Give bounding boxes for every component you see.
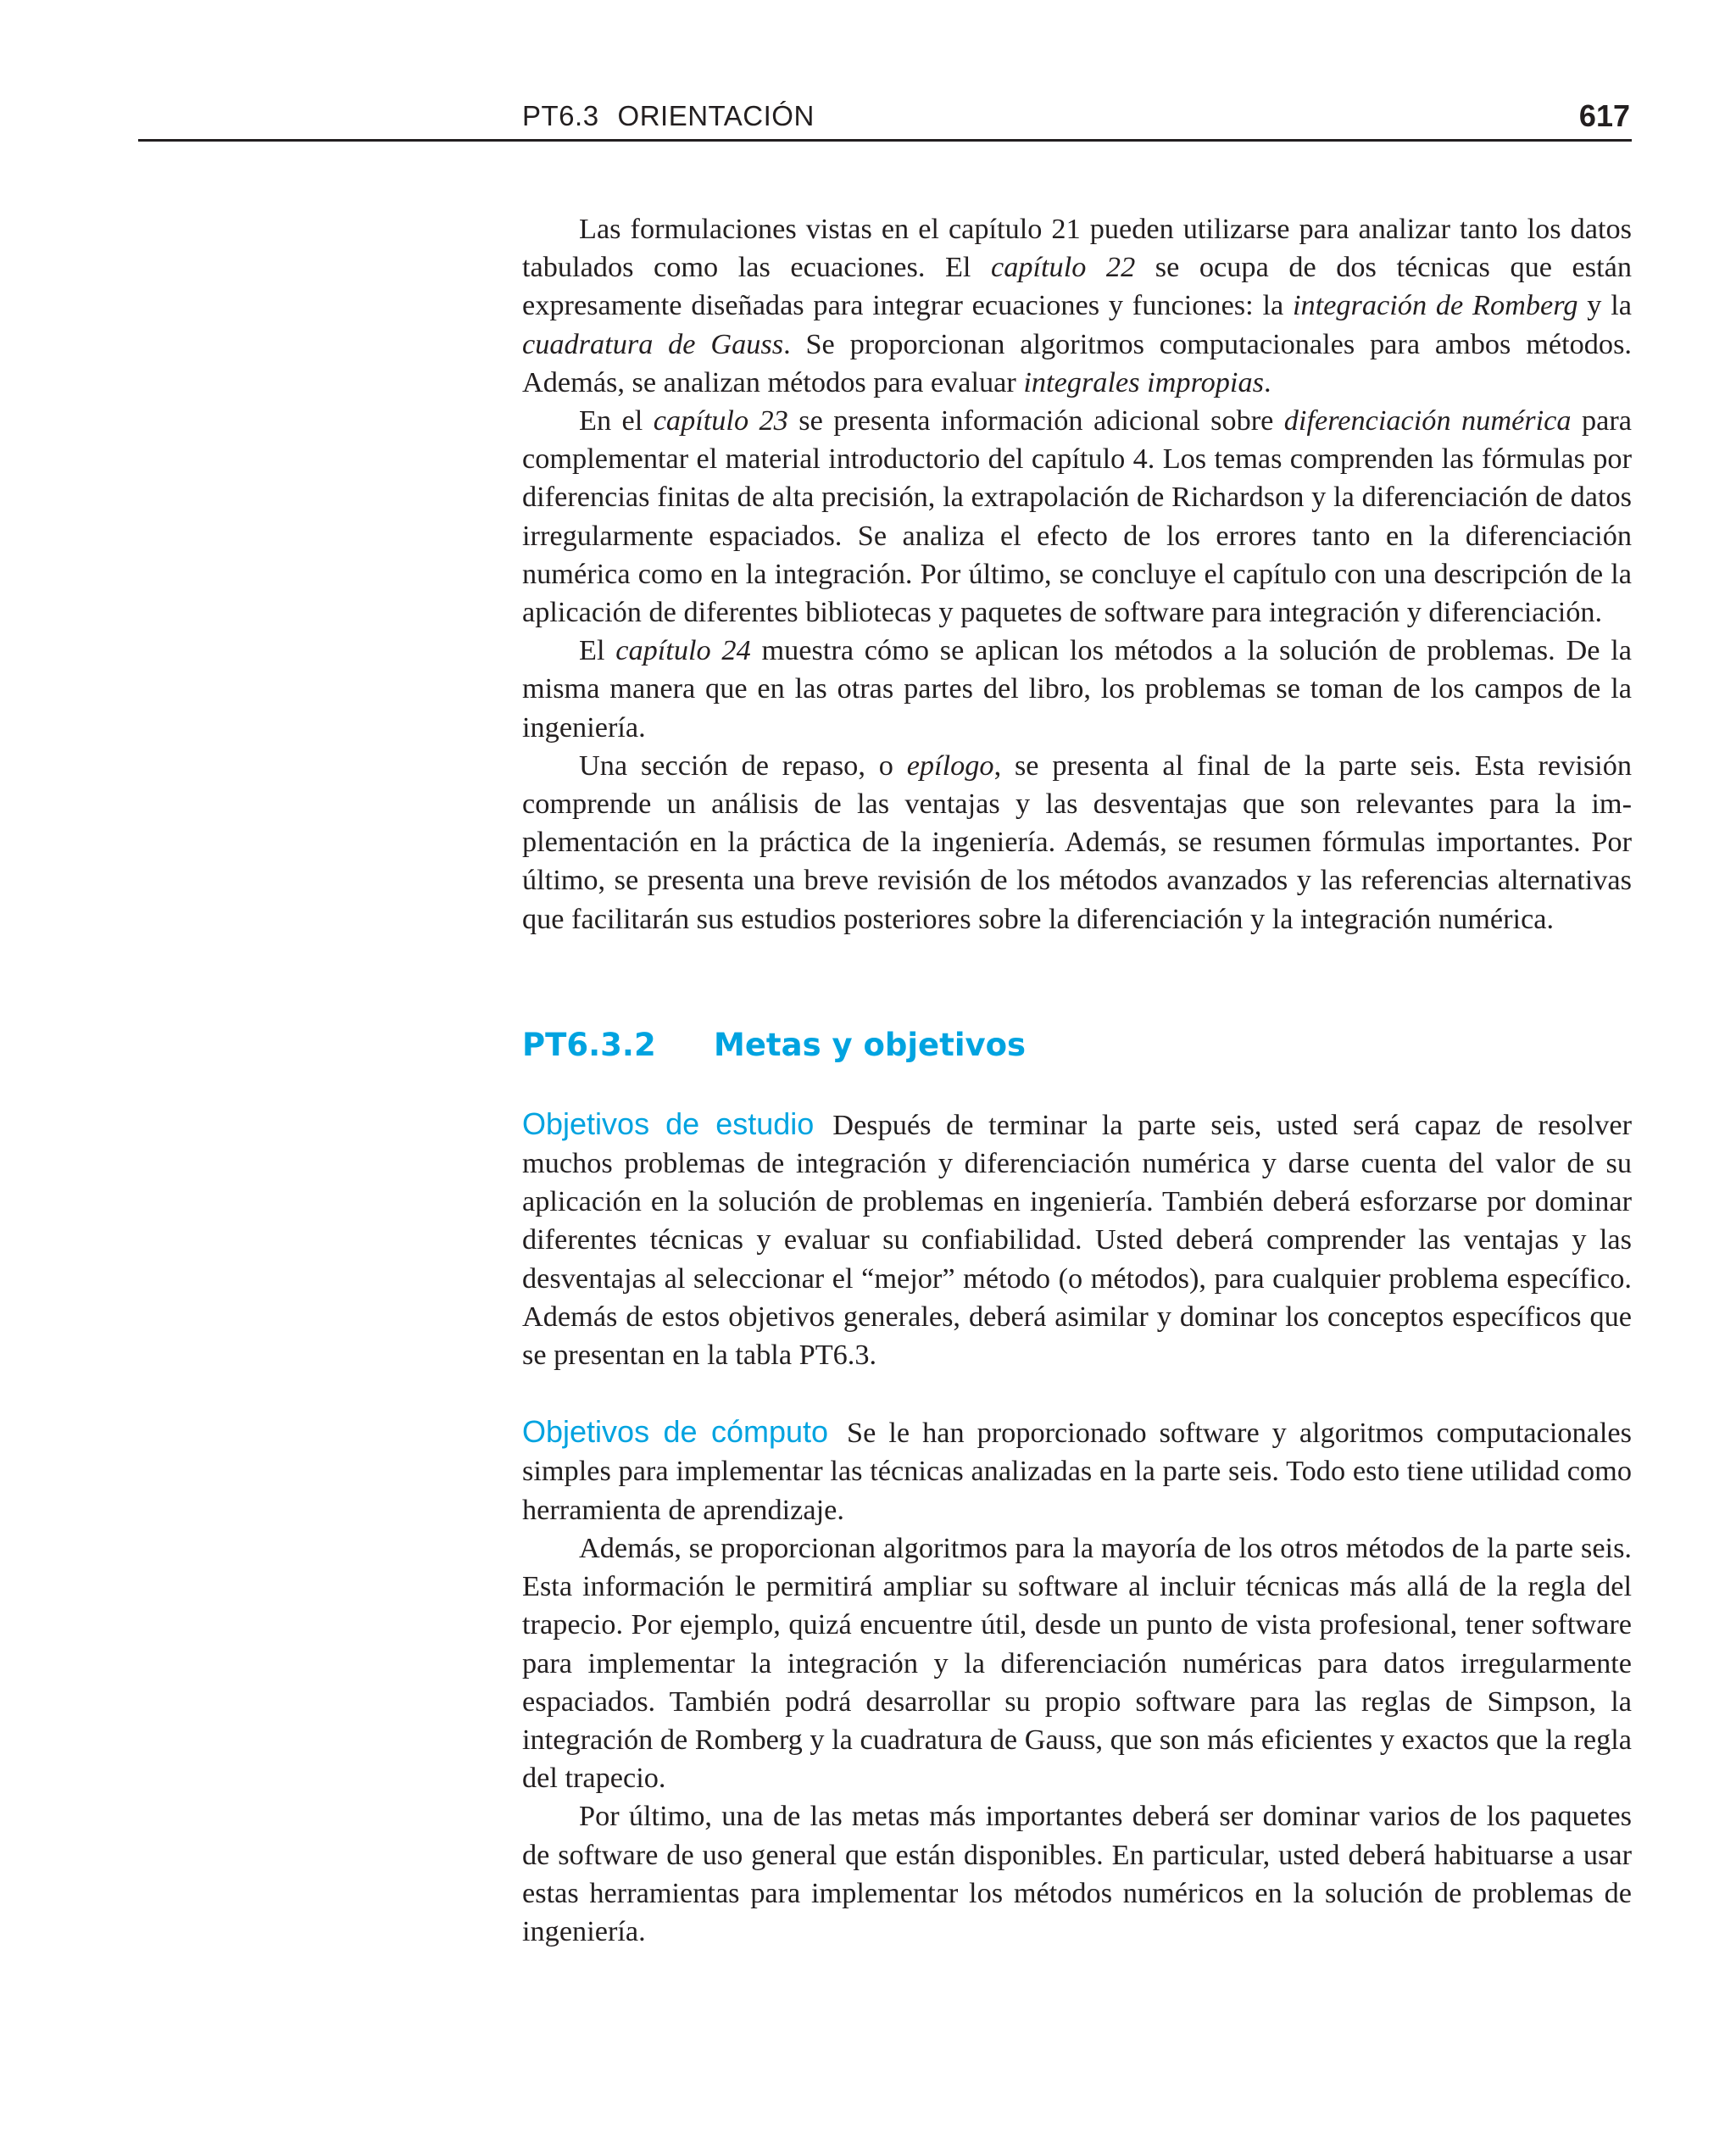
emphasis-improper-integrals: integrales impropias [1023,365,1264,398]
paragraph-study-objectives [522,1105,1632,1374]
paragraph-chapter-22: Las formulaciones vistas en el capítulo 21 pueden utilizarse para analizar tanto los datos tabulados como las ecuaciones. El capítulo 22 se ocupa de dos técnicas que están expresamente diseñadas para integrar ecuaciones y funciones: la integración de Romberg y la cuadratura de Gauss. Se proporcionan algoritmos computacionales para ambos métodos. Además, se analizan métodos para evaluar integrales impropias. [522,213,1632,398]
paragraph-chapter-24: El capítulo 24 muestra cómo se aplican los métodos a la solución de problemas. De la misma manera que en las otras partes del libro, los problemas se toman de los campos de la ingeniería. [522,634,1632,744]
spacer [522,1374,1632,1412]
study-objectives-label: Objetivos de estudio [522,1106,815,1141]
paragraph-computer-objectives [522,1412,1632,1529]
computer-objectives-label: Objetivos de cómputo [522,1414,829,1450]
running-header-section [522,100,815,132]
emphasis-chapter-23: capítulo 23 [653,404,788,437]
emphasis-epilogue: epílogo [906,749,994,782]
computer-objectives-text: Se le han proporcionado software y algoritmos computacionales simples para implementar las técnicas analizadas en la parte seis. Todo esto tiene utilidad como herramienta de aprendizaje. [522,1417,1632,1526]
running-header-section-title: ORIENTACIÓN [617,100,815,131]
emphasis-gauss: cuadratura de Gauss [522,327,784,360]
section-heading-number: PT6.3.2 [522,1026,656,1063]
running-header [138,92,1632,142]
emphasis-numerical-differentiation: diferenciación numérica [1283,404,1572,437]
running-header-section-number: PT6.3 [522,100,599,131]
study-objectives-text: Después de terminar la parte seis, usted será capaz de resolver muchos problemas de integración y diferenciación numérica y darse cuenta del valor de su aplicación en la solución de problemas en ingeniería. También deberá esforzarse por dominar diferentes técnicas y evaluar su confiabilidad. Usted deberá comprender las ventajas y las desventajas al seleccionar el “mejor” método (o métodos), para cualquier problema específico. Además de estos objetivos generales, deberá asimilar y dominar los conceptos específicos que se presentan en la tabla PT6.3. [522,1108,1633,1372]
page-body [522,210,1632,1951]
page-number: 617 [1578,98,1630,133]
emphasis-romberg: integración de Romberg [1292,289,1578,322]
emphasis-chapter-24: capítulo 24 [615,634,751,667]
paragraph-algorithms: Además, se proporcionan algoritmos para la mayoría de los otros métodos de la parte seis. Esta información le permitirá ampliar su software al incluir técnicas más allá de la regla del trapecio. Por ejemplo, quizá encuentre útil, desde un punto de vista profesional, tener software para implementar la integración y la diferenciación numéricas para datos irregularmente espaciados. También podrá desarrollar su propio software para las reglas de Simpson, la integración de Romberg y la cuadratura de Gauss, que son más eficientes y exactos que la regla del trapecio. [522,1531,1632,1795]
section-heading [522,1023,1632,1067]
section-heading-title: Metas y objetivos [714,1026,1027,1063]
emphasis-chapter-22: capítulo 22 [990,251,1136,284]
paragraph-chapter-23: En el capítulo 23 se presenta información adicional sobre diferenciación numérica para complementar el material introductorio del capítulo 4. Los temas comprenden las fórmulas por diferencias finitas de alta precisión, la extrapolación de Richardson y la diferenciación de datos irregularmente espaciados. Se analiza el efecto de los errores tanto en la diferenciación numérica como en la integración. Por último, se concluye el capítulo con una descripción de la aplicación de diferentes bibliotecas y paquetes de software para integración y diferenciación. [522,404,1632,629]
paragraph-software-packages: Por último, una de las metas más importantes deberá ser dominar varios de los paquetes de software de uso general que están disponibles. En particular, usted deberá habituarse a usar estas herramientas para implementar los métodos numéricos en la solución de problemas de ingeniería. [522,1800,1632,1947]
paragraph-epilogue: Una sección de repaso, o epílogo, se presenta al final de la parte seis. Esta revisión comprende un análisis de las ventajas y las desventajas que son relevantes para la implementación en la práctica de la ingeniería. Además, se resumen fórmulas importantes. Por último, se presenta una breve revisión de los métodos avanzados y las referencias alternativas que facilitarán sus estudios posteriores sobre la diferenciación y la integración numérica. [522,749,1632,935]
